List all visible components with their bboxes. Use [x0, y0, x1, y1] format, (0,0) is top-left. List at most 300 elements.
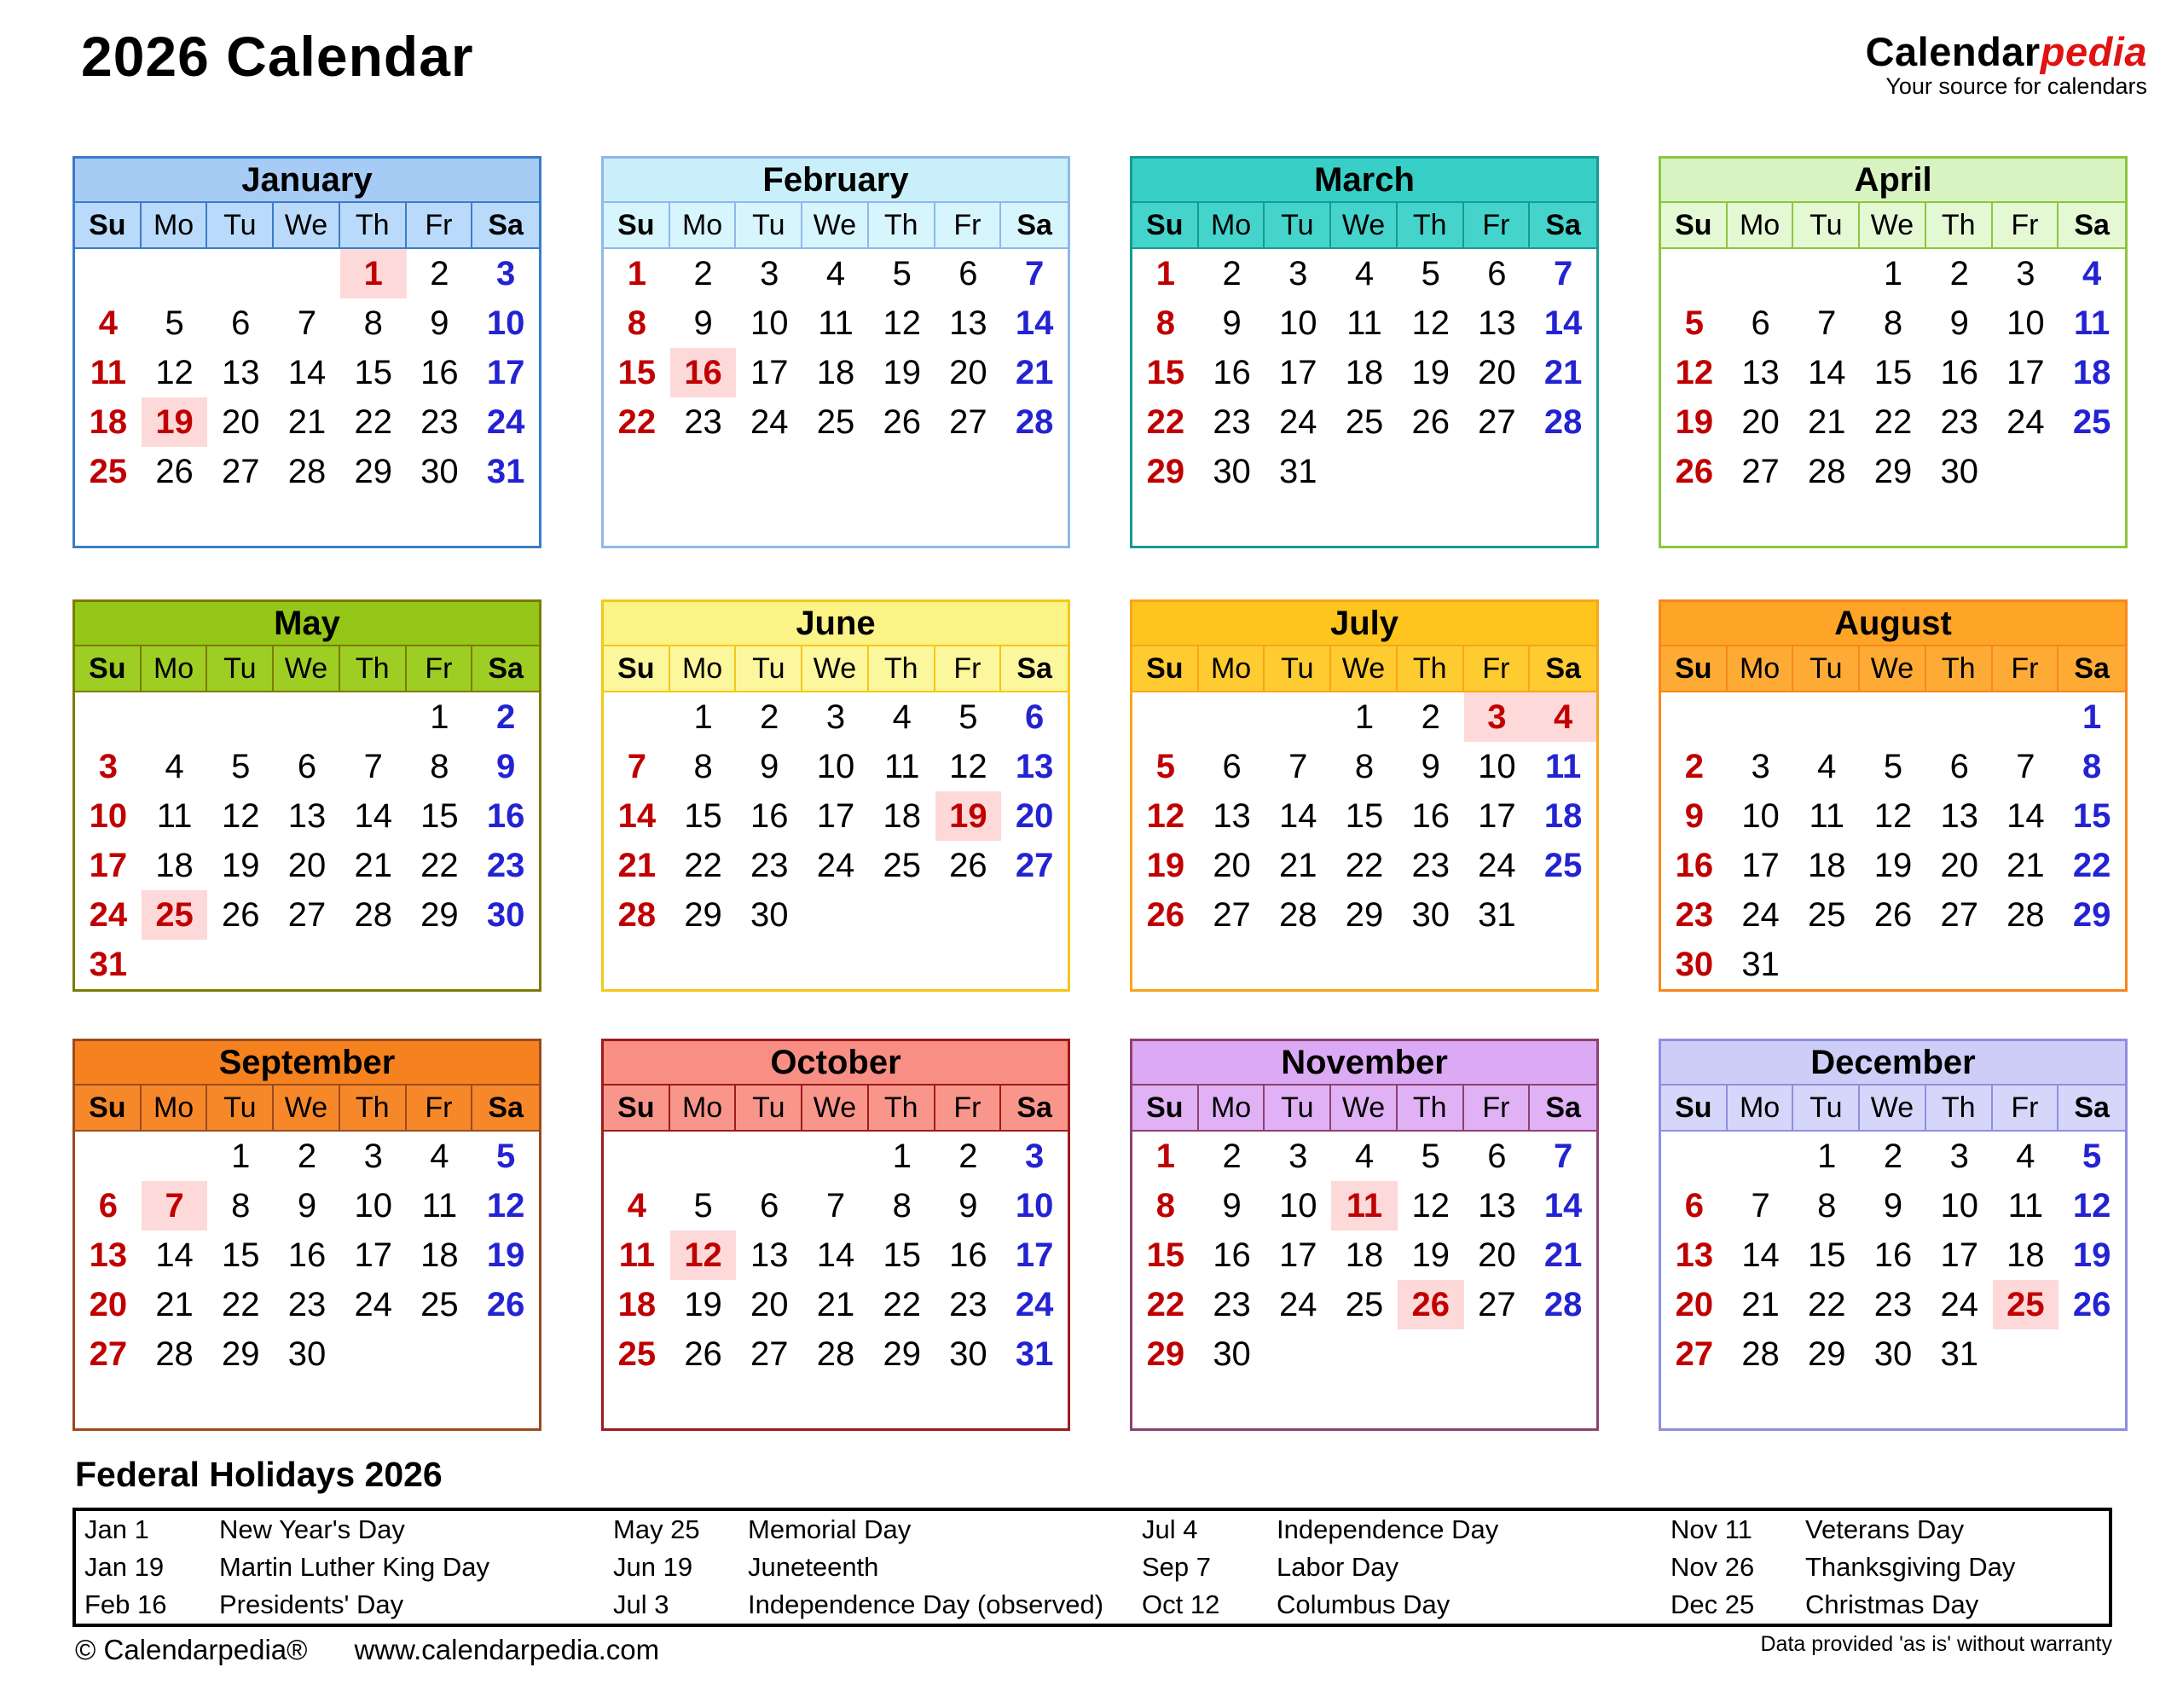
- day-cell: 1: [340, 249, 407, 298]
- day-cell: [1661, 1132, 1728, 1181]
- day-cell: 2: [1421, 698, 1440, 736]
- day-cell: 8: [693, 748, 713, 785]
- day-cell: 10: [750, 304, 789, 342]
- day-cell: 27: [949, 403, 987, 441]
- day-cell: 22: [1873, 403, 1913, 441]
- day-cell: 22: [1808, 1286, 1846, 1323]
- day-cell: 3: [363, 1138, 383, 1175]
- day-cell: 18: [155, 847, 194, 884]
- day-cell: 23: [684, 403, 722, 441]
- weekday-label: Tu: [1793, 646, 1860, 691]
- day-cell: 14: [617, 797, 657, 835]
- day-cell: 21: [1279, 847, 1317, 884]
- day-cell: 15: [354, 354, 392, 391]
- day-cell: [736, 496, 802, 546]
- day-cell: [1464, 447, 1531, 496]
- weekday-label: Su: [604, 1086, 670, 1130]
- day-cell: [736, 1379, 802, 1428]
- day-cell: 22: [420, 847, 459, 884]
- holiday-name: Memorial Day: [748, 1514, 912, 1544]
- day-cell: [869, 940, 935, 989]
- day-cell: 1: [627, 255, 646, 292]
- day-cell: 24: [1015, 1286, 1054, 1323]
- day-cell: 4: [165, 748, 184, 785]
- day-cell: [1331, 940, 1398, 989]
- weekday-label: Sa: [1016, 652, 1052, 685]
- day-cell: 25: [816, 403, 855, 441]
- day-cell: 11: [156, 797, 193, 835]
- day-cell: 21: [155, 1286, 194, 1323]
- day-cell: 9: [1222, 1187, 1242, 1225]
- day-cell: 26: [222, 896, 260, 934]
- day-cell: 29: [354, 453, 392, 490]
- day-cell: 28: [816, 1335, 855, 1373]
- day-cell: [802, 496, 869, 546]
- day-cell: 3: [1949, 1138, 1969, 1175]
- month-title: June: [604, 602, 1068, 646]
- day-cell: 5: [693, 1187, 713, 1225]
- weekday-label: Fr: [1993, 646, 2059, 691]
- day-cell: 18: [883, 797, 921, 835]
- day-cell: 17: [1741, 847, 1780, 884]
- day-cell: 25: [420, 1286, 459, 1323]
- day-cell: 17: [1015, 1236, 1054, 1274]
- day-cell: 28: [1279, 896, 1317, 934]
- weekday-label: Sa: [2074, 209, 2110, 241]
- day-cell: [935, 496, 1002, 546]
- day-cell: 12: [883, 304, 921, 342]
- day-cell: 3: [1464, 692, 1531, 742]
- day-cell: [340, 692, 407, 742]
- day-cell: 5: [496, 1138, 516, 1175]
- day-cell: 13: [1741, 354, 1780, 391]
- day-cell: [75, 1379, 142, 1428]
- day-cell: 12: [2072, 1187, 2111, 1225]
- day-cell: 29: [1808, 1335, 1846, 1373]
- day-cell: 14: [287, 354, 327, 391]
- day-cell: 14: [1279, 797, 1317, 835]
- day-cell: 21: [354, 847, 392, 884]
- day-cell: 3: [1751, 748, 1770, 785]
- day-cell: [1265, 1329, 1331, 1379]
- day-cell: [604, 1379, 670, 1428]
- day-cell: 11: [90, 354, 126, 391]
- day-cell: [736, 447, 802, 496]
- day-cell: 8: [231, 1187, 251, 1225]
- day-cell: 5: [1421, 255, 1440, 292]
- day-cell: [1530, 1379, 1596, 1428]
- day-cell: 5: [892, 255, 912, 292]
- day-cell: 27: [89, 1335, 128, 1373]
- month-days: [1132, 1132, 1596, 1428]
- day-cell: 20: [1741, 403, 1780, 441]
- day-cell: 11: [1809, 797, 1845, 835]
- day-cell: 23: [1213, 403, 1251, 441]
- day-cell: [670, 1132, 737, 1181]
- weekday-label: Th: [1398, 646, 1464, 691]
- weekday-label: Fr: [1464, 203, 1531, 247]
- day-cell: [1728, 1379, 1794, 1428]
- day-cell: 19: [1873, 847, 1913, 884]
- day-cell: 26: [486, 1286, 525, 1323]
- month-title: December: [1661, 1041, 2125, 1086]
- day-cell: 16: [750, 797, 789, 835]
- day-cell: [1464, 940, 1531, 989]
- day-cell: [1661, 1379, 1728, 1428]
- day-cell: [670, 447, 737, 496]
- day-cell: 19: [1411, 1236, 1450, 1274]
- day-cell: [472, 940, 539, 989]
- day-cell: 17: [816, 797, 855, 835]
- day-cell: [604, 692, 670, 742]
- day-cell: 13: [1015, 748, 1054, 785]
- day-cell: [142, 249, 208, 298]
- holiday-date: Feb 16: [84, 1589, 167, 1619]
- day-cell: 24: [1940, 1286, 1978, 1323]
- day-cell: 29: [420, 896, 459, 934]
- day-cell: 6: [958, 255, 978, 292]
- holiday-name: Veterans Day: [1805, 1514, 1965, 1544]
- weekday-label: Fr: [935, 1086, 1002, 1130]
- logo-main: Calendar: [1865, 29, 2041, 74]
- day-cell: [1926, 692, 1993, 742]
- day-cell: 19: [1411, 354, 1450, 391]
- day-cell: 15: [1345, 797, 1384, 835]
- day-cell: 11: [883, 748, 920, 785]
- weekday-label: Fr: [1464, 646, 1531, 691]
- day-cell: 25: [89, 453, 128, 490]
- day-cell: 13: [89, 1236, 128, 1274]
- day-cell: 30: [1213, 1335, 1251, 1373]
- day-cell: 6: [98, 1187, 118, 1225]
- day-cell: 24: [354, 1286, 392, 1323]
- day-cell: [1464, 1329, 1531, 1379]
- day-cell: 11: [421, 1187, 458, 1225]
- day-cell: 2: [760, 698, 779, 736]
- month-days: [604, 692, 1068, 989]
- day-cell: 25: [2072, 403, 2111, 441]
- day-cell: 21: [2006, 847, 2045, 884]
- month-title: August: [1661, 602, 2125, 646]
- day-cell: [1926, 1379, 1993, 1428]
- logo-tagline: Your source for calendars: [1885, 73, 2147, 100]
- month-days: [1661, 692, 2125, 989]
- day-cell: 10: [2006, 304, 2045, 342]
- day-cell: 14: [354, 797, 392, 835]
- day-cell: [1926, 496, 1993, 546]
- holiday-name: Juneteenth: [748, 1552, 879, 1582]
- weekday-header: [604, 646, 1068, 692]
- weekday-label: We: [1331, 1086, 1398, 1130]
- day-cell: 17: [1279, 354, 1317, 391]
- day-cell: 23: [1873, 1286, 1913, 1323]
- day-cell: 12: [949, 748, 987, 785]
- day-cell: [142, 940, 208, 989]
- weekday-label: Th: [1926, 203, 1993, 247]
- day-cell: 22: [2072, 847, 2111, 884]
- day-cell: 8: [627, 304, 646, 342]
- day-cell: 9: [430, 304, 449, 342]
- day-cell: 20: [949, 354, 987, 391]
- day-cell: 18: [89, 403, 128, 441]
- day-cell: [1132, 940, 1199, 989]
- weekday-label: Fr: [1464, 1086, 1531, 1130]
- day-cell: 15: [1873, 354, 1913, 391]
- weekday-label: Sa: [1016, 209, 1052, 241]
- day-cell: 17: [354, 1236, 392, 1274]
- day-cell: 20: [1213, 847, 1251, 884]
- day-cell: 6: [1949, 748, 1969, 785]
- day-cell: 12: [486, 1187, 525, 1225]
- day-cell: 27: [1478, 403, 1516, 441]
- holiday-name: Independence Day (observed): [748, 1589, 1104, 1619]
- day-cell: 14: [1543, 1187, 1583, 1225]
- day-cell: 22: [617, 403, 657, 441]
- weekday-header: [1661, 1086, 2125, 1132]
- day-cell: 20: [1478, 1236, 1516, 1274]
- weekday-label: We: [802, 203, 869, 247]
- day-cell: [1398, 447, 1464, 496]
- weekday-label: Sa: [2074, 1091, 2110, 1124]
- day-cell: 1: [430, 698, 449, 736]
- day-cell: [2059, 447, 2125, 496]
- day-cell: 28: [1543, 1286, 1583, 1323]
- day-cell: 24: [89, 896, 128, 934]
- weekday-label: Tu: [207, 646, 274, 691]
- day-cell: 6: [1487, 1138, 1507, 1175]
- day-cell: [1331, 447, 1398, 496]
- month-title: July: [1132, 602, 1596, 646]
- month-days: [1132, 249, 1596, 546]
- day-cell: [274, 940, 340, 989]
- day-cell: 24: [1279, 403, 1317, 441]
- weekday-label: We: [274, 646, 340, 691]
- day-cell: [736, 1132, 802, 1181]
- month-december: [1659, 1039, 2128, 1431]
- day-cell: 7: [1817, 304, 1837, 342]
- day-cell: 9: [1949, 304, 1969, 342]
- day-cell: 2: [1949, 255, 1969, 292]
- day-cell: 21: [1015, 354, 1054, 391]
- day-cell: [1398, 1329, 1464, 1379]
- day-cell: [1199, 496, 1265, 546]
- day-cell: 16: [1940, 354, 1978, 391]
- day-cell: 25: [1543, 847, 1583, 884]
- day-cell: 30: [949, 1335, 987, 1373]
- day-cell: 13: [949, 304, 987, 342]
- day-cell: 6: [1222, 748, 1242, 785]
- day-cell: 13: [750, 1236, 789, 1274]
- weekday-label: Sa: [1545, 652, 1581, 685]
- day-cell: 30: [1940, 453, 1978, 490]
- day-cell: 20: [1478, 354, 1516, 391]
- day-cell: 24: [1741, 896, 1780, 934]
- day-cell: [604, 940, 670, 989]
- holiday-date: Sep 7: [1142, 1552, 1212, 1582]
- day-cell: 14: [1808, 354, 1846, 391]
- copyright-text: © Calendarpedia®: [75, 1634, 308, 1665]
- day-cell: [1132, 496, 1199, 546]
- day-cell: 30: [420, 453, 459, 490]
- weekday-label: Tu: [1793, 1086, 1860, 1130]
- day-cell: 8: [1354, 748, 1375, 785]
- day-cell: 25: [1993, 1280, 2059, 1329]
- day-cell: 21: [287, 403, 327, 441]
- day-cell: 9: [297, 1187, 317, 1225]
- day-cell: 10: [89, 797, 128, 835]
- day-cell: [1265, 940, 1331, 989]
- weekday-label: Su: [1661, 646, 1728, 691]
- weekday-label: Th: [340, 646, 407, 691]
- day-cell: 3: [825, 698, 846, 736]
- weekday-label: Su: [75, 1086, 142, 1130]
- weekday-label: Th: [340, 1086, 407, 1130]
- day-cell: 27: [287, 896, 327, 934]
- day-cell: 27: [750, 1335, 789, 1373]
- day-cell: 13: [1478, 1187, 1516, 1225]
- day-cell: 10: [1940, 1187, 1978, 1225]
- weekday-label: Tu: [207, 203, 274, 247]
- holiday-name: Martin Luther King Day: [219, 1552, 490, 1582]
- day-cell: 27: [222, 453, 260, 490]
- day-cell: [1132, 1379, 1199, 1428]
- day-cell: 4: [825, 255, 846, 292]
- weekday-label: We: [1860, 203, 1926, 247]
- day-cell: 16: [420, 354, 459, 391]
- day-cell: 8: [2082, 748, 2102, 785]
- day-cell: 28: [1741, 1335, 1780, 1373]
- month-october: [601, 1039, 1070, 1431]
- day-cell: 1: [1155, 255, 1175, 292]
- day-cell: 6: [1487, 255, 1507, 292]
- month-days: [75, 249, 539, 546]
- day-cell: [604, 496, 670, 546]
- day-cell: 22: [883, 1286, 921, 1323]
- holiday-date: Nov 26: [1671, 1552, 1755, 1582]
- day-cell: [1530, 447, 1596, 496]
- day-cell: 27: [1015, 847, 1054, 884]
- holiday-date: Jul 4: [1142, 1514, 1198, 1544]
- month-title: October: [604, 1041, 1068, 1086]
- day-cell: 23: [1411, 847, 1450, 884]
- day-cell: 28: [354, 896, 392, 934]
- day-cell: 7: [627, 748, 646, 785]
- day-cell: 4: [627, 1187, 646, 1225]
- day-cell: [1398, 940, 1464, 989]
- day-cell: 4: [98, 304, 118, 342]
- day-cell: 19: [1146, 847, 1185, 884]
- day-cell: [407, 1379, 473, 1428]
- day-cell: 21: [816, 1286, 855, 1323]
- day-cell: 24: [486, 403, 525, 441]
- day-cell: 10: [1015, 1187, 1054, 1225]
- day-cell: 12: [670, 1230, 737, 1280]
- day-cell: 18: [1345, 354, 1384, 391]
- holiday-name: Thanksgiving Day: [1805, 1552, 2016, 1582]
- day-cell: [935, 940, 1002, 989]
- day-cell: 14: [155, 1236, 194, 1274]
- day-cell: 15: [883, 1236, 921, 1274]
- weekday-label: Mo: [1199, 203, 1265, 247]
- month-days: [1661, 1132, 2125, 1428]
- day-cell: 22: [222, 1286, 260, 1323]
- day-cell: [2059, 1379, 2125, 1428]
- weekday-label: Fr: [407, 203, 473, 247]
- day-cell: [1530, 890, 1596, 940]
- day-cell: 3: [496, 255, 516, 292]
- weekday-label: Mo: [1728, 1086, 1794, 1130]
- day-cell: 28: [1808, 453, 1846, 490]
- day-cell: 2: [1222, 255, 1242, 292]
- day-cell: 9: [496, 748, 516, 785]
- weekday-label: Th: [869, 646, 935, 691]
- day-cell: 23: [1940, 403, 1978, 441]
- weekday-header: [1661, 203, 2125, 249]
- website-link[interactable]: www.calendarpedia.com: [354, 1634, 660, 1665]
- day-cell: [340, 940, 407, 989]
- day-cell: [274, 1379, 340, 1428]
- day-cell: 20: [222, 403, 260, 441]
- weekday-label: Th: [1398, 1086, 1464, 1130]
- day-cell: [207, 940, 274, 989]
- day-cell: [1265, 692, 1331, 742]
- day-cell: 17: [1478, 797, 1516, 835]
- day-cell: 7: [1288, 748, 1308, 785]
- day-cell: 4: [1817, 748, 1837, 785]
- day-cell: 7: [1025, 255, 1045, 292]
- day-cell: 8: [1155, 304, 1175, 342]
- day-cell: 18: [2072, 354, 2111, 391]
- weekday-label: Tu: [1265, 203, 1331, 247]
- day-cell: 23: [287, 1286, 327, 1323]
- day-cell: 15: [684, 797, 722, 835]
- day-cell: 7: [363, 748, 383, 785]
- day-cell: 20: [89, 1286, 128, 1323]
- day-cell: 16: [1411, 797, 1450, 835]
- holiday-date: Oct 12: [1142, 1589, 1220, 1619]
- weekday-label: We: [1860, 1086, 1926, 1130]
- day-cell: [340, 1329, 407, 1379]
- day-cell: 15: [1146, 354, 1185, 391]
- day-cell: [1530, 940, 1596, 989]
- weekday-label: Su: [604, 646, 670, 691]
- month-title: April: [1661, 159, 2125, 203]
- disclaimer-text: Data provided 'as is' without warranty: [1760, 1632, 2112, 1656]
- day-cell: [1001, 940, 1068, 989]
- day-cell: 27: [1940, 896, 1978, 934]
- day-cell: [1993, 1379, 2059, 1428]
- day-cell: 1: [1155, 1138, 1175, 1175]
- day-cell: [604, 447, 670, 496]
- day-cell: 31: [1940, 1335, 1978, 1373]
- day-cell: [75, 249, 142, 298]
- day-cell: [1728, 1132, 1794, 1181]
- day-cell: [869, 1379, 935, 1428]
- day-cell: 23: [1675, 896, 1714, 934]
- day-cell: 17: [89, 847, 128, 884]
- day-cell: 23: [1213, 1286, 1251, 1323]
- day-cell: 28: [287, 453, 327, 490]
- month-title: November: [1132, 1041, 1596, 1086]
- day-cell: 12: [1146, 797, 1185, 835]
- weekday-label: We: [802, 646, 869, 691]
- day-cell: [142, 1379, 208, 1428]
- day-cell: 21: [1808, 403, 1846, 441]
- month-july: [1130, 599, 1599, 992]
- day-cell: [207, 692, 274, 742]
- day-cell: [802, 890, 869, 940]
- weekday-header: [75, 646, 539, 692]
